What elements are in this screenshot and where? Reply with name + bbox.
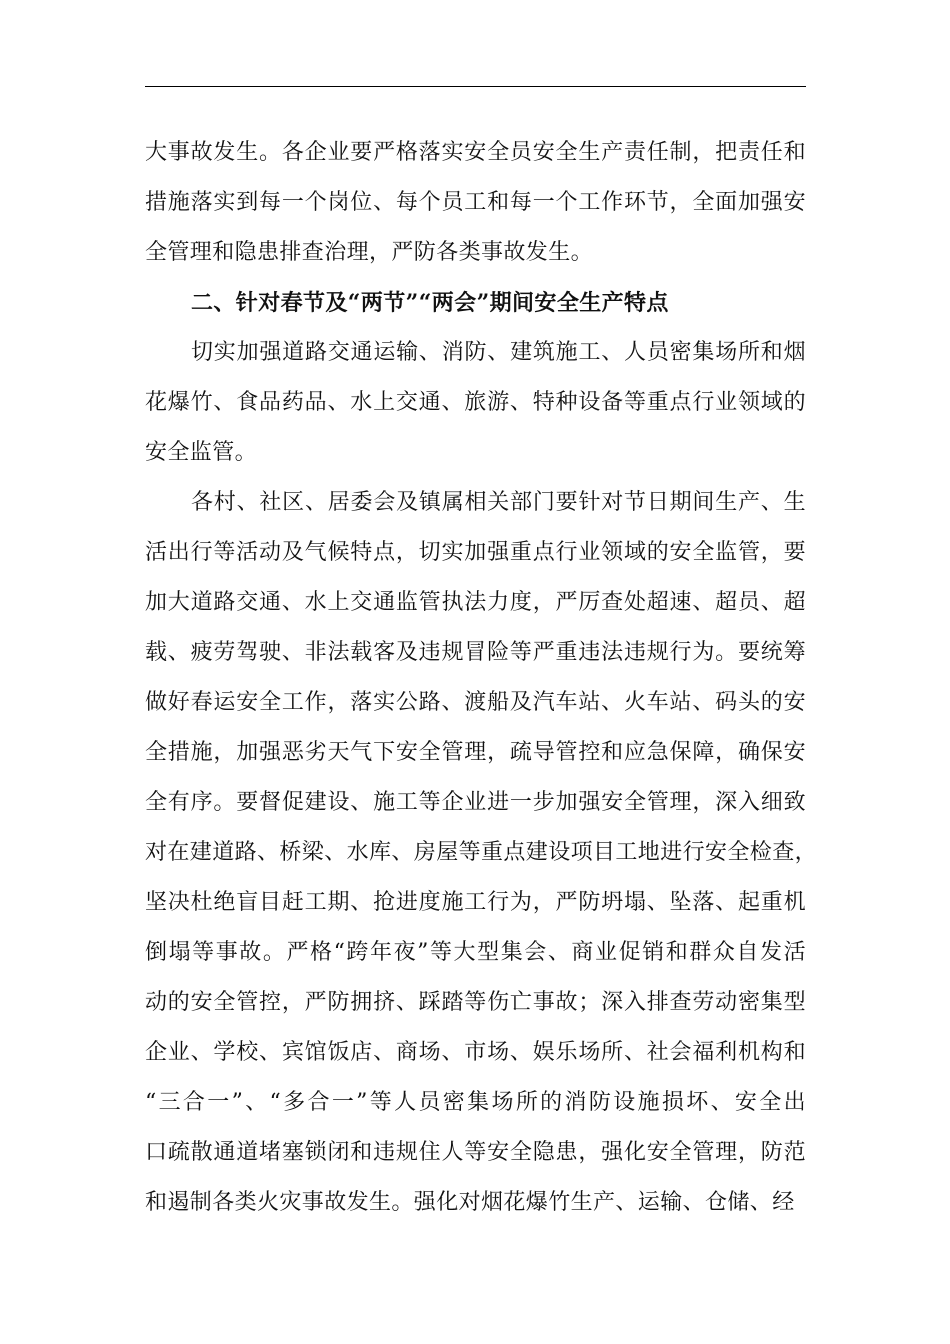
text-line: 大事故发生。各企业要严格落实安全员安全生产责任制，把责任和 [145,140,806,165]
text-line: 倒塌等事故。严格“跨年夜”等大型集会、商业促销和群众自发活 [145,940,806,965]
text-line: 安全监管。 [145,440,258,465]
text-line: 切实加强道路交通运输、消防、建筑施工、人员密集场所和烟 [191,340,806,365]
text-line: 动的安全管控，严防拥挤、踩踏等伤亡事故；深入排查劳动密集型 [145,990,806,1015]
text-line: 措施落实到每一个岗位、每个员工和每一个工作环节，全面加强安 [145,190,806,215]
text-line: “三合一”、“多合一”等人员密集场所的消防设施损坏、安全出 [145,1090,806,1115]
section-heading [145,278,806,328]
text-line: 花爆竹、食品药品、水上交通、旅游、特种设备等重点行业领域的 [145,390,806,415]
text-line: 做好春运安全工作，落实公路、渡船及汽车站、火车站、码头的安 [145,690,806,715]
text-line: 各村、社区、居委会及镇属相关部门要针对节日期间生产、生 [191,490,806,515]
body-paragraph [145,328,806,478]
text-line: 全管理和隐患排查治理，严防各类事故发生。 [145,240,594,265]
text-line: 全措施，加强恶劣天气下安全管理，疏导管控和应急保障，确保安 [145,740,806,765]
text-line: 企业、学校、宾馆饭店、商场、市场、娱乐场所、社会福利机构和 [145,1040,806,1065]
text-line: 坚决杜绝盲目赶工期、抢进度施工行为，严防坍塌、坠落、起重机 [145,890,806,915]
text-line: 口疏散通道堵塞锁闭和违规住人等安全隐患，强化安全管理，防范 [145,1140,806,1165]
text-line: 载、疲劳驾驶、非法载客及违规冒险等严重违法违规行为。要统筹 [145,640,806,665]
text-line: 对在建道路、桥梁、水库、房屋等重点建设项目工地进行安全检查， [145,840,818,865]
text-line: 二、针对春节及“两节”“两会”期间安全生产特点 [191,290,669,316]
document-body [145,128,818,1228]
text-line: 加大道路交通、水上交通监管执法力度，严厉查处超速、超员、超 [145,590,806,615]
header-rule [145,86,806,87]
text-line: 全有序。要督促建设、施工等企业进一步加强安全管理，深入细致 [145,790,806,815]
text-line: 活出行等活动及气候特点，切实加强重点行业领域的安全监管，要 [145,540,806,565]
body-paragraph [145,478,818,1228]
body-paragraph [145,128,806,278]
text-line: 和遏制各类火灾事故发生。强化对烟花爆竹生产、运输、仓储、经 [145,1190,795,1215]
